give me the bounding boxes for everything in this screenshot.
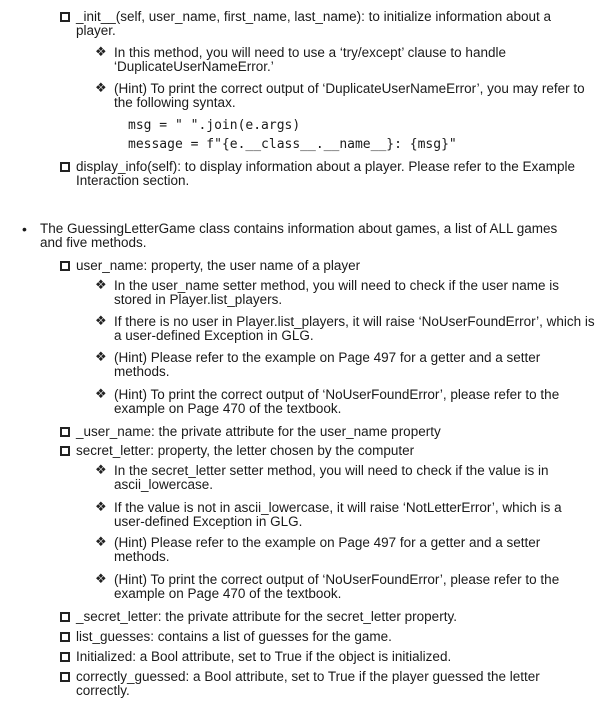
user-name-text: user_name: property, the user name of a player bbox=[76, 258, 361, 273]
sl-sub2-text: If the value is not in ascii_lowercase, it will raise ‘NotLetterError’, which is a user-defined Exception in GLG. bbox=[114, 500, 562, 529]
checkbox-item-initialized bbox=[60, 650, 590, 664]
diamond-bullet-icon: ❖ bbox=[95, 535, 107, 550]
bullet-item-un-sub4 bbox=[95, 388, 580, 416]
bullet-item-sl-sub1 bbox=[95, 464, 595, 492]
diamond-bullet-icon: ❖ bbox=[95, 500, 107, 515]
diamond-bullet-icon: ❖ bbox=[95, 350, 107, 365]
checkbox-icon bbox=[60, 261, 70, 271]
checkbox-icon bbox=[60, 612, 70, 622]
init-item-text: _init__(self, user_name, first_name, last_name): to initialize information about a player. bbox=[76, 9, 551, 38]
checkbox-item-secret-letter bbox=[60, 444, 590, 458]
diamond-bullet-icon: ❖ bbox=[95, 387, 107, 402]
bullet-item-sl-sub3 bbox=[95, 536, 590, 564]
private-user-name-text: _user_name: the private attribute for the user_name property bbox=[76, 424, 441, 439]
diamond-bullet-icon: ❖ bbox=[95, 45, 107, 60]
bullet-item-un-sub3 bbox=[95, 351, 590, 379]
display-info-text: display_info(self): to display information about a player. Please refer to the Example Interaction section. bbox=[76, 159, 576, 188]
sl-sub1-text: In the secret_letter setter method, you will need to check if the value is in ascii_lowercase. bbox=[114, 463, 549, 492]
bullet-item-sl-sub2 bbox=[95, 501, 595, 529]
code-line-1: msg = " ".join(e.args) bbox=[128, 118, 301, 133]
checkbox-icon bbox=[60, 672, 70, 682]
checkbox-item-correctly-guessed bbox=[60, 670, 570, 698]
private-secret-letter-text: _secret_letter: the private attribute for the secret_letter property. bbox=[76, 609, 457, 624]
sl-sub4-text: (Hint) To print the correct output of ‘NoUserFoundError’, please refer to the example on Page 470 of the textbook. bbox=[114, 572, 560, 601]
un-sub1-text: In the user_name setter method, you will need to check if the user name is stored in Player.list_players. bbox=[114, 278, 559, 307]
bullet-item-glg-intro bbox=[22, 222, 582, 250]
checkbox-item-user-name bbox=[60, 259, 580, 273]
diamond-bullet-icon: ❖ bbox=[95, 314, 107, 329]
checkbox-icon bbox=[60, 162, 70, 172]
list-guesses-text: list_guesses: contains a list of guesses for the game. bbox=[76, 629, 392, 644]
init-sub2-text: (Hint) To print the correct output of ‘DuplicateUserNameError’, you may refer to the following syntax. bbox=[114, 81, 585, 110]
bullet-item-un-sub1 bbox=[95, 279, 565, 307]
checkbox-item-display-info bbox=[60, 160, 585, 188]
diamond-bullet-icon: ❖ bbox=[95, 572, 107, 587]
checkbox-item-init bbox=[60, 10, 580, 38]
diamond-bullet-icon: ❖ bbox=[95, 278, 107, 293]
un-sub3-text: (Hint) Please refer to the example on Page 497 for a getter and a setter methods. bbox=[114, 350, 541, 379]
checkbox-icon bbox=[60, 632, 70, 642]
checkbox-icon bbox=[60, 652, 70, 662]
bullet-item-init-sub2 bbox=[95, 82, 595, 110]
checkbox-icon bbox=[60, 446, 70, 456]
diamond-bullet-icon: ❖ bbox=[95, 81, 107, 96]
bullet-item-un-sub2 bbox=[95, 315, 595, 343]
un-sub4-text: (Hint) To print the correct output of ‘NoUserFoundError’, please refer to the example on Page 470 of the textbook. bbox=[114, 387, 560, 416]
checkbox-icon bbox=[60, 12, 70, 22]
code-line-2: message = f"{e.__class__.__name__}: {msg}" bbox=[128, 137, 457, 152]
checkbox-item-list-guesses bbox=[60, 630, 590, 644]
bullet-item-sl-sub4 bbox=[95, 573, 580, 601]
diamond-bullet-icon: ❖ bbox=[95, 463, 107, 478]
checkbox-icon bbox=[60, 427, 70, 437]
checkbox-item-private-user-name bbox=[60, 425, 590, 439]
dot-bullet-icon: • bbox=[22, 221, 27, 237]
glg-intro-text: The GuessingLetterGame class contains information about games, a list of ALL games and five methods. bbox=[40, 221, 558, 250]
initialized-text: Initialized: a Bool attribute, set to True if the object is initialized. bbox=[76, 649, 452, 664]
un-sub2-text: If there is no user in Player.list_players, it will raise ‘NoUserFoundError’, which is a user-defined Exception in GLG. bbox=[114, 314, 595, 343]
init-sub1-text: In this method, you will need to use a ‘try/except’ clause to handle ‘DuplicateUserNameError.’ bbox=[114, 45, 506, 74]
correctly-guessed-text: correctly_guessed: a Bool attribute, set to True if the player guessed the letter correctly. bbox=[76, 669, 540, 698]
secret-letter-text: secret_letter: property, the letter chosen by the computer bbox=[76, 443, 415, 458]
bullet-item-init-sub1 bbox=[95, 46, 590, 74]
checkbox-item-private-secret-letter bbox=[60, 610, 590, 624]
sl-sub3-text: (Hint) Please refer to the example on Page 497 for a getter and a setter methods. bbox=[114, 535, 541, 564]
